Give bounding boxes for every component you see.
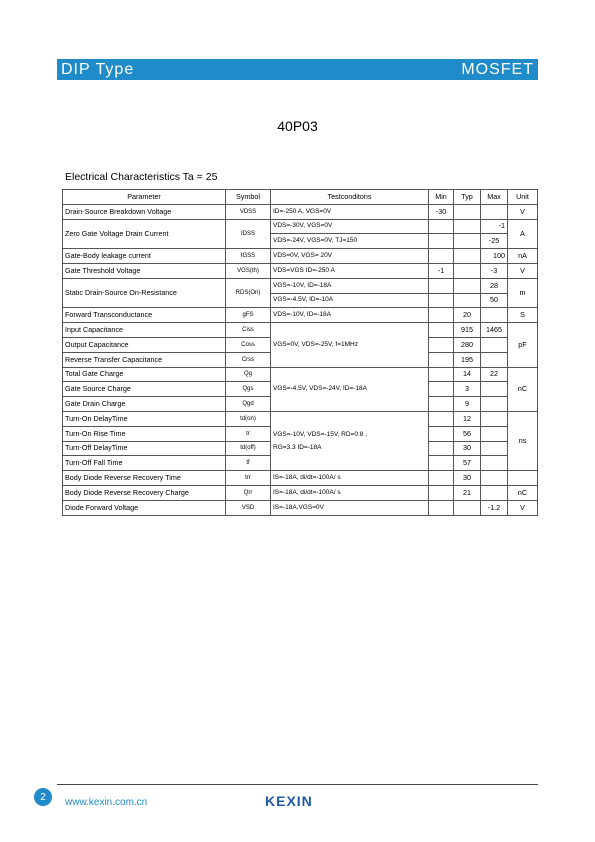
max-cell: 50 (481, 293, 508, 308)
symbol-cell: RDS(On) (226, 278, 271, 308)
typ-cell (454, 500, 481, 515)
typ-cell: 195 (454, 352, 481, 367)
table-row (63, 204, 538, 219)
max-cell: 28 (481, 278, 508, 293)
max-cell: -3 (481, 263, 508, 278)
header-left: DIP Type (61, 60, 135, 78)
symbol-cell: td(on) (226, 411, 271, 426)
symbol-cell: Qgd (226, 397, 271, 412)
symbol-cell: trr (226, 471, 271, 486)
param-cell: Turn-Off DelayTime (63, 441, 226, 456)
min-cell (429, 397, 454, 412)
symbol-cell: td(off) (226, 441, 271, 456)
symbol-cell: VGS(th) (226, 263, 271, 278)
header-banner (57, 59, 538, 80)
typ-cell (454, 234, 481, 249)
col-conditions: Testconditons (271, 190, 429, 205)
symbol-cell: VSD (226, 500, 271, 515)
typ-cell: 280 (454, 337, 481, 352)
min-cell (429, 308, 454, 323)
table-row (63, 249, 538, 264)
col-unit: Unit (508, 190, 538, 205)
max-cell (481, 352, 508, 367)
table-row (63, 367, 538, 382)
unit-cell: nC (508, 367, 538, 411)
unit-cell: V (508, 204, 538, 219)
min-cell: -1 (429, 263, 454, 278)
min-cell (429, 278, 454, 293)
unit-cell (508, 471, 538, 486)
param-cell: Diode Forward Voltage (63, 500, 226, 515)
max-cell (481, 382, 508, 397)
max-cell: 22 (481, 367, 508, 382)
param-cell: Drain-Source Breakdown Voltage (63, 204, 226, 219)
condition-cell: VDS=-30V, VGS=0V (271, 219, 429, 234)
symbol-cell: Qg (226, 367, 271, 382)
min-cell (429, 249, 454, 264)
unit-cell: m (508, 278, 538, 308)
param-cell: Turn-On Rise Time (63, 426, 226, 441)
symbol-cell: Qrr (226, 485, 271, 500)
condition-cell: IS=-18A, di/dt=-100A/ s (271, 471, 429, 486)
unit-cell: V (508, 500, 538, 515)
param-cell: Turn-Off Fall Time (63, 456, 226, 471)
table-header-row (63, 190, 538, 205)
unit-cell: V (508, 263, 538, 278)
min-cell (429, 441, 454, 456)
footer-url: www.kexin.com.cn (65, 797, 148, 808)
symbol-cell: IDSS (226, 219, 271, 249)
max-cell (481, 441, 508, 456)
max-cell: -25 (481, 234, 508, 249)
param-cell: Input Capacitance (63, 323, 226, 338)
section-title: Electrical Characteristics Ta = 25 (65, 171, 218, 183)
symbol-cell: tf (226, 456, 271, 471)
max-cell (481, 308, 508, 323)
max-cell (481, 426, 508, 441)
typ-cell: 9 (454, 397, 481, 412)
max-cell (481, 411, 508, 426)
table-row (63, 471, 538, 486)
unit-cell: A (508, 219, 538, 249)
param-cell: Body Diode Reverse Recovery Charge (63, 485, 226, 500)
min-cell (429, 382, 454, 397)
min-cell (429, 352, 454, 367)
condition-cell: VDS=-10V, ID=-18A (271, 308, 429, 323)
param-cell: Gate Source Charge (63, 382, 226, 397)
condition-cell: VGS=-4.5V, ID=-10A (271, 293, 429, 308)
table-row (63, 308, 538, 323)
min-cell (429, 426, 454, 441)
param-cell: Gate-Body leakage current (63, 249, 226, 264)
typ-cell: 56 (454, 426, 481, 441)
condition-cell (271, 411, 429, 470)
symbol-cell: IGSS (226, 249, 271, 264)
col-parameter: Parameter (63, 190, 226, 205)
condition-cell: IS=-18A, di/dt=-100A/ s (271, 485, 429, 500)
table-row (63, 500, 538, 515)
typ-cell (454, 293, 481, 308)
typ-cell: 21 (454, 485, 481, 500)
header-right: MOSFET (461, 60, 534, 78)
part-number: 40P03 (277, 118, 318, 134)
table-row (63, 323, 538, 338)
symbol-cell: Coss (226, 337, 271, 352)
param-cell: Forward Transconductance (63, 308, 226, 323)
param-cell: Reverse Transfer Capacitance (63, 352, 226, 367)
min-cell (429, 337, 454, 352)
typ-cell (454, 263, 481, 278)
symbol-cell: gFS (226, 308, 271, 323)
condition-cell: VDS=VGS ID=-250 A (271, 263, 429, 278)
param-cell: Static Drain-Source On-Resistance (63, 278, 226, 308)
min-cell (429, 293, 454, 308)
condition-line-2: RG=3.3 ID=-18A (273, 443, 322, 451)
min-cell (429, 219, 454, 234)
symbol-cell: tr (226, 426, 271, 441)
typ-cell: 30 (454, 441, 481, 456)
min-cell (429, 500, 454, 515)
typ-cell (454, 219, 481, 234)
condition-cell: VGS=-4.5V, VDS=-24V, ID=-18A (271, 367, 429, 411)
col-typ: Typ (454, 190, 481, 205)
max-cell (481, 204, 508, 219)
condition-cell: VGS=-10V, ID=-18A (271, 278, 429, 293)
condition-line-1: VGS=-10V, VDS=-15V, RD=0.8 , (273, 430, 368, 438)
unit-cell: nA (508, 249, 538, 264)
symbol-cell: Crss (226, 352, 271, 367)
condition-cell: IS=-18A,VGS=0V (271, 500, 429, 515)
min-cell (429, 485, 454, 500)
table-row (63, 263, 538, 278)
typ-cell: 12 (454, 411, 481, 426)
typ-cell: 30 (454, 471, 481, 486)
typ-cell: 14 (454, 367, 481, 382)
typ-cell (454, 278, 481, 293)
condition-cell: ID=-250 A, VGS=0V (271, 204, 429, 219)
typ-cell: 915 (454, 323, 481, 338)
footer-divider (57, 784, 538, 785)
min-cell: -30 (429, 204, 454, 219)
col-symbol: Symbol (226, 190, 271, 205)
param-cell: Zero Gate Voltage Drain Current (63, 219, 226, 249)
typ-cell (454, 204, 481, 219)
unit-cell: ns (508, 411, 538, 470)
max-cell (481, 337, 508, 352)
min-cell (429, 367, 454, 382)
param-cell: Output Capacitance (63, 337, 226, 352)
table-row (63, 411, 538, 426)
param-cell: Body Diode Reverse Recovery Time (63, 471, 226, 486)
unit-cell: S (508, 308, 538, 323)
min-cell (429, 471, 454, 486)
max-cell (481, 456, 508, 471)
param-cell: Total Gate Charge (63, 367, 226, 382)
max-cell (481, 471, 508, 486)
table-row (63, 278, 538, 293)
unit-cell: pF (508, 323, 538, 367)
min-cell (429, 456, 454, 471)
page-number-badge: 2 (34, 788, 52, 806)
col-max: Max (481, 190, 508, 205)
min-cell (429, 234, 454, 249)
kexin-logo: KEXIN (265, 793, 313, 809)
symbol-cell: Qgs (226, 382, 271, 397)
unit-cell: nC (508, 485, 538, 500)
param-cell: Gate Threshold Voltage (63, 263, 226, 278)
min-cell (429, 323, 454, 338)
condition-cell: VDS=-24V, VGS=0V, TJ=150 (271, 234, 429, 249)
param-cell: Turn-On DelayTime (63, 411, 226, 426)
min-cell (429, 411, 454, 426)
condition-cell: VGS=0V, VDS=-25V, f=1MHz (271, 323, 429, 367)
max-cell: 1465 (481, 323, 508, 338)
table-row (63, 485, 538, 500)
max-cell: 100 (481, 249, 508, 264)
typ-cell: 20 (454, 308, 481, 323)
symbol-cell: Ciss (226, 323, 271, 338)
max-cell (481, 485, 508, 500)
max-cell: -1 (481, 219, 508, 234)
electrical-characteristics-table (62, 189, 538, 516)
symbol-cell: VDSS (226, 204, 271, 219)
param-cell: Gate Drain Charge (63, 397, 226, 412)
typ-cell (454, 249, 481, 264)
max-cell: -1.2 (481, 500, 508, 515)
table-row (63, 219, 538, 234)
typ-cell: 57 (454, 456, 481, 471)
col-min: Min (429, 190, 454, 205)
typ-cell: 3 (454, 382, 481, 397)
max-cell (481, 397, 508, 412)
condition-cell: VDS=0V, VGS= 20V (271, 249, 429, 264)
